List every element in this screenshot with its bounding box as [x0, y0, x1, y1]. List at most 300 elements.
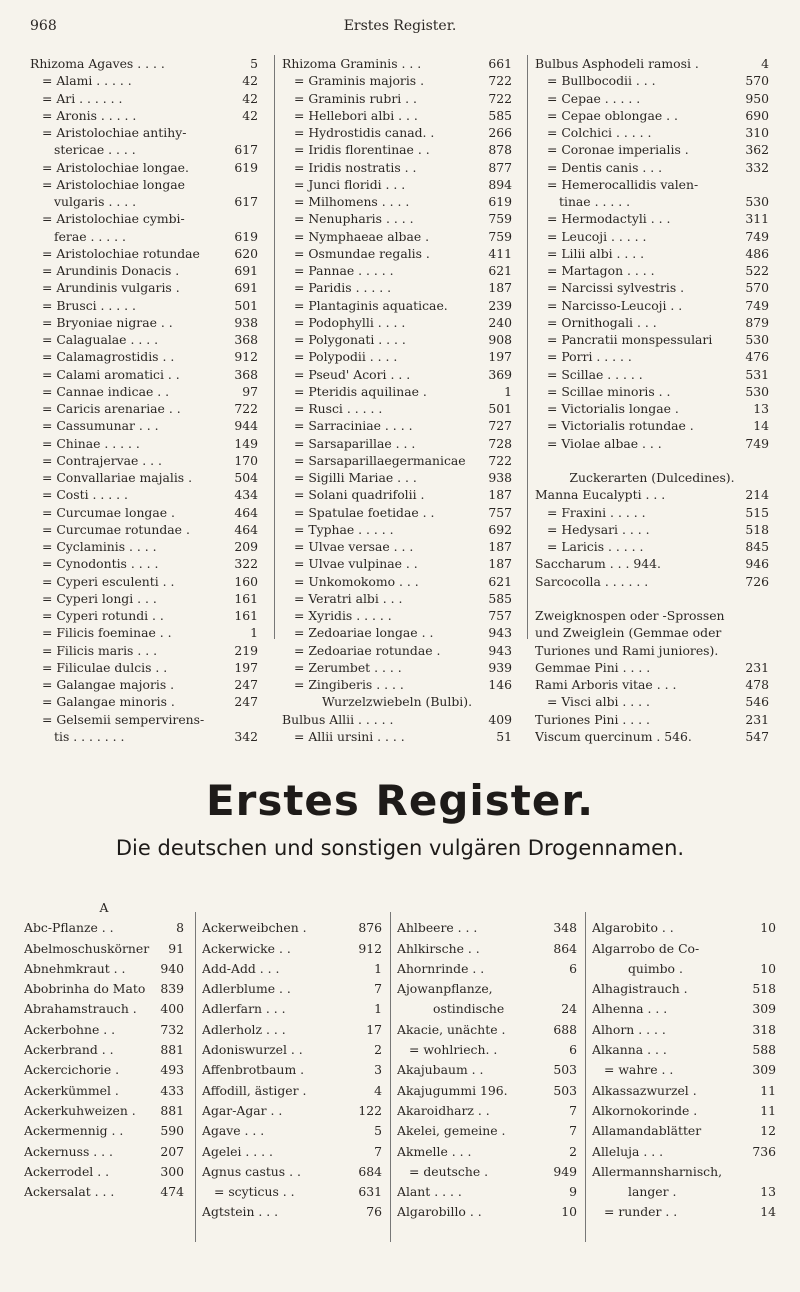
entry-page-ref: 684 — [354, 1162, 382, 1182]
index-entry — [282, 521, 512, 538]
index-entry — [24, 1020, 184, 1040]
entry-term: Viscum quercinum . 546. — [535, 728, 692, 744]
column-divider — [527, 55, 528, 639]
index-entry — [282, 417, 512, 434]
entry-term: Adlerholz . . . — [202, 1021, 286, 1037]
index-entry — [282, 279, 512, 296]
index-entry — [535, 72, 769, 89]
entry-page-ref: 621 — [484, 262, 512, 279]
index-entry — [30, 297, 258, 314]
entry-page-ref: 620 — [230, 245, 258, 262]
entry-page-ref: 943 — [484, 624, 512, 641]
section-heading-text: Wurzelzwiebeln (Bulbi). — [321, 694, 473, 710]
entry-page-ref: 362 — [741, 141, 769, 158]
index-entry — [535, 676, 769, 693]
index-entry — [202, 1081, 382, 1101]
entry-term: = Narcissi sylvestris . — [547, 280, 685, 296]
entry-page-ref: 944 — [230, 417, 258, 434]
entry-page-ref: 757 — [484, 504, 512, 521]
entry-page-ref: 759 — [484, 210, 512, 227]
entry-term: Adlerblume . . — [202, 981, 291, 997]
vernacular-column-2 — [202, 898, 382, 1223]
entry-page-ref: 938 — [230, 314, 258, 331]
entry-term: Abrahamstrauch . — [24, 1001, 137, 1017]
index-entry — [592, 1142, 776, 1162]
entry-term: = Scillae minoris . . — [547, 383, 671, 399]
index-entry — [24, 918, 184, 938]
index-entry — [282, 400, 512, 417]
index-entry — [30, 486, 258, 503]
entry-page-ref: 518 — [748, 979, 776, 999]
entry-term: = Gelsemii sempervirens- — [42, 711, 205, 727]
entry-term: = Filiculae dulcis . . — [42, 659, 168, 675]
index-entry — [30, 124, 258, 141]
entry-page-ref: 42 — [238, 107, 258, 124]
entry-page-ref: 726 — [741, 573, 769, 590]
entry-term: = Narcisso-Leucoji . . — [547, 297, 683, 313]
index-entry — [535, 383, 769, 400]
entry-term: = Cepae . . . . . — [547, 90, 641, 106]
entry-term: = Pannae . . . . . — [294, 263, 394, 278]
index-entry — [202, 1202, 382, 1222]
entry-page-ref: 878 — [484, 141, 512, 158]
entry-term: = Calagualae . . . . — [42, 332, 159, 347]
entry-page-ref: 161 — [230, 590, 258, 607]
index-entry — [202, 1040, 382, 1060]
index-entry — [535, 417, 769, 434]
entry-term: = Galangae majoris . — [42, 677, 175, 692]
entry-page-ref: 749 — [741, 297, 769, 314]
entry-page-ref: 10 — [557, 1202, 577, 1222]
entry-term: Alhenna . . . — [592, 1001, 668, 1017]
entry-term: Ackersalat . . . — [24, 1184, 115, 1200]
index-column-3 — [535, 55, 769, 745]
entry-term: = Sarsaparillae . . . — [294, 435, 416, 451]
entry-term: langer . — [628, 1184, 677, 1200]
index-entry — [282, 176, 512, 193]
entry-term: = Pteridis aquilinae . — [294, 383, 427, 399]
entry-term: Alhorn . . . . — [592, 1021, 666, 1037]
entry-term: Ackercichorie . — [24, 1062, 120, 1078]
entry-page-ref: 4 — [757, 55, 769, 72]
entry-term: Ahlkirsche . . — [397, 940, 480, 956]
entry-page-ref: 6 — [565, 1040, 577, 1060]
index-entry — [397, 1182, 577, 1202]
entry-term: = wohlriech. . — [409, 1042, 498, 1058]
index-entry — [592, 1081, 776, 1101]
entry-term: = Hedysari . . . . — [547, 521, 650, 537]
index-entry — [202, 939, 382, 959]
index-entry — [535, 245, 769, 262]
index-entry — [535, 193, 769, 210]
entry-term: = Visci albi . . . . — [547, 694, 650, 710]
entry-page-ref: 503 — [549, 1060, 577, 1080]
entry-term: Ackerweibchen . — [202, 920, 307, 936]
index-entry — [397, 1040, 577, 1060]
entry-page-ref: 14 — [756, 1202, 776, 1222]
entry-term: Rhizoma Graminis . . . — [282, 56, 422, 71]
index-entry — [535, 486, 769, 503]
index-column-1 — [30, 55, 258, 745]
entry-page-ref: 161 — [230, 607, 258, 624]
entry-term: = Victorialis rotundae . — [547, 418, 694, 434]
entry-term: Algarobito . . — [592, 920, 674, 936]
entry-term: = Martagon . . . . — [547, 263, 655, 278]
index-entry — [282, 573, 512, 590]
entry-term: = Curcumae rotundae . — [42, 521, 190, 537]
entry-page-ref: 732 — [156, 1020, 184, 1040]
entry-term: = Hermodactyli . . . — [547, 211, 671, 227]
entry-page-ref: 881 — [156, 1101, 184, 1121]
entry-page-ref: 691 — [230, 279, 258, 296]
entry-page-ref: 197 — [484, 348, 512, 365]
index-entry — [30, 538, 258, 555]
entry-page-ref: 547 — [741, 728, 769, 745]
entry-term: = Arundinis vulgaris . — [42, 280, 180, 296]
section-heading — [24, 898, 184, 918]
index-entry — [282, 331, 512, 348]
entry-page-ref: 368 — [230, 331, 258, 348]
entry-page-ref: 1 — [246, 624, 258, 641]
index-entry — [282, 262, 512, 279]
entry-page-ref: 946 — [741, 555, 769, 572]
entry-term: Ajowanpflanze, — [397, 981, 493, 997]
entry-page-ref: 588 — [748, 1040, 776, 1060]
entry-term: = Curcumae longae . — [42, 504, 175, 520]
index-entry — [397, 999, 577, 1019]
index-entry — [30, 624, 258, 641]
index-entry — [592, 1060, 776, 1080]
index-entry — [24, 1040, 184, 1060]
index-entry — [592, 959, 776, 979]
entry-term: = Scillae . . . . . — [547, 366, 643, 382]
entry-term: = Fraxini . . . . . — [547, 504, 646, 520]
entry-page-ref: 590 — [156, 1121, 184, 1141]
entry-term: = Pancratii monspessulari — [547, 332, 713, 347]
entry-page-ref: 727 — [484, 417, 512, 434]
entry-term: Alkassazwurzel . — [592, 1082, 697, 1098]
entry-term: Alleluja . . . — [592, 1143, 664, 1159]
index-entry — [282, 469, 512, 486]
entry-term: Adlerfarn . . . — [202, 1001, 286, 1017]
index-entry — [282, 590, 512, 607]
entry-page-ref: 879 — [741, 314, 769, 331]
entry-page-ref: 434 — [230, 486, 258, 503]
blank-line — [535, 590, 769, 607]
section-heading-text: Zuckerarten (Dulcedines). — [569, 470, 735, 485]
entry-term: Saccharum . . . 944. — [535, 556, 661, 572]
index-entry — [282, 124, 512, 141]
entry-term: = Zedoariae rotundae . — [294, 642, 441, 658]
index-entry — [30, 555, 258, 572]
entry-term: Gemmae Pini . . . . — [535, 659, 651, 675]
entry-term: = Solani quadrifolii . — [294, 487, 425, 503]
entry-page-ref: 661 — [484, 55, 512, 72]
entry-term: = Iridis florentinae . . — [294, 142, 430, 158]
index-entry — [30, 659, 258, 676]
column-divider — [390, 912, 391, 1242]
entry-page-ref: 949 — [549, 1162, 577, 1182]
index-entry — [535, 176, 769, 193]
index-entry — [535, 228, 769, 245]
index-entry — [282, 55, 512, 72]
entry-term: Akajubaum . . — [397, 1062, 484, 1078]
entry-term: Rhizoma Agaves . . . . — [30, 56, 165, 71]
entry-page-ref: 409 — [484, 711, 512, 728]
index-entry — [282, 642, 512, 659]
entry-page-ref: 247 — [230, 693, 258, 710]
entry-page-ref: 197 — [230, 659, 258, 676]
entry-page-ref: 240 — [484, 314, 512, 331]
entry-term: = Ari . . . . . . — [42, 90, 123, 106]
entry-term: = Typhae . . . . . — [294, 521, 394, 537]
entry-page-ref: 570 — [741, 279, 769, 296]
index-entry — [592, 979, 776, 999]
index-entry — [535, 297, 769, 314]
entry-term: = Sarsaparillaegermanicae — [294, 452, 466, 468]
index-entry — [535, 141, 769, 158]
index-entry — [30, 383, 258, 400]
entry-page-ref: 400 — [156, 999, 184, 1019]
entry-page-ref: 13 — [749, 400, 769, 417]
running-title: Erstes Register. — [343, 18, 457, 34]
entry-page-ref: 91 — [164, 939, 184, 959]
entry-term: Ackerbrand . . — [24, 1042, 114, 1058]
entry-page-ref: 631 — [354, 1182, 382, 1202]
entry-term: = Nenupharis . . . . — [294, 211, 414, 227]
entry-page-ref: 845 — [741, 538, 769, 555]
index-entry — [397, 1142, 577, 1162]
entry-term: = Iridis nostratis . . — [294, 159, 417, 175]
entry-term: = Calamagrostidis . . — [42, 349, 175, 365]
index-entry — [535, 400, 769, 417]
entry-page-ref: 5 — [246, 55, 258, 72]
index-entry — [30, 245, 258, 262]
entry-page-ref: 501 — [484, 400, 512, 417]
entry-term: = Sigilli Mariae . . . — [294, 470, 417, 485]
index-entry — [535, 728, 769, 745]
entry-term: Ackerkümmel . — [24, 1082, 119, 1098]
index-entry — [535, 331, 769, 348]
entry-term: = Ornithogali . . . — [547, 314, 657, 330]
entry-page-ref: 122 — [354, 1101, 382, 1121]
entry-page-ref: 688 — [549, 1020, 577, 1040]
entry-term: Algarobillo . . — [397, 1204, 482, 1220]
index-entry — [397, 1101, 577, 1121]
entry-page-ref: 310 — [741, 124, 769, 141]
page-header — [0, 18, 800, 42]
entry-page-ref: 546 — [741, 693, 769, 710]
index-entry — [592, 1202, 776, 1222]
index-entry — [535, 711, 769, 728]
entry-page-ref: 187 — [484, 279, 512, 296]
entry-term: = Veratri albi . . . — [294, 590, 403, 606]
entry-term: Zweigknospen oder -Sprossen — [535, 608, 725, 623]
entry-term: Ackerbohne . . — [24, 1021, 116, 1037]
index-entry — [535, 210, 769, 227]
index-entry — [535, 348, 769, 365]
index-entry — [535, 573, 769, 590]
index-entry — [30, 452, 258, 469]
entry-term: = deutsche . — [409, 1163, 489, 1179]
entry-term: = Sarraciniae . . . . — [294, 418, 413, 434]
entry-term: = Galangae minoris . — [42, 694, 175, 710]
column-divider — [585, 912, 586, 1242]
entry-page-ref: 342 — [230, 728, 258, 745]
entry-term: = scyticus . . — [214, 1184, 295, 1200]
column-divider — [274, 55, 275, 639]
index-entry — [30, 642, 258, 659]
entry-term: = Cassumunar . . . — [42, 418, 159, 434]
index-entry — [282, 72, 512, 89]
index-entry — [535, 314, 769, 331]
index-entry — [535, 504, 769, 521]
index-entry — [397, 1081, 577, 1101]
entry-page-ref: 13 — [756, 1182, 776, 1202]
entry-term: = Lilii albi . . . . — [547, 245, 645, 261]
index-entry — [282, 607, 512, 624]
entry-page-ref: 522 — [741, 262, 769, 279]
entry-term: = Osmundae regalis . — [294, 245, 430, 261]
entry-page-ref: 757 — [484, 607, 512, 624]
entry-term: Akmelle . . . — [397, 1143, 472, 1159]
entry-term: tinae . . . . . — [559, 194, 631, 209]
entry-term: Agtstein . . . — [202, 1204, 279, 1220]
entry-term: = Spatulae foetidae . . — [294, 504, 435, 520]
index-entry — [397, 1202, 577, 1222]
entry-page-ref: 759 — [484, 228, 512, 245]
blank-line — [202, 898, 382, 918]
entry-term: Alant . . . . — [397, 1184, 462, 1200]
entry-term: Abelmoschuskörner — [24, 940, 150, 956]
index-entry — [24, 1182, 184, 1202]
entry-page-ref: 2 — [565, 1142, 577, 1162]
entry-page-ref: 309 — [748, 1060, 776, 1080]
vernacular-column-1 — [24, 898, 184, 1202]
entry-term: = Caricis arenariae . . — [42, 401, 181, 416]
index-entry — [202, 1101, 382, 1121]
index-entry — [30, 72, 258, 89]
entry-term: = Allii ursini . . . . — [294, 728, 405, 744]
entry-page-ref: 2 — [370, 1040, 382, 1060]
entry-page-ref: 209 — [230, 538, 258, 555]
index-entry — [592, 918, 776, 938]
entry-page-ref: 530 — [741, 383, 769, 400]
entry-page-ref: 464 — [230, 504, 258, 521]
entry-term: = Porri . . . . . — [547, 349, 632, 365]
entry-page-ref: 368 — [230, 366, 258, 383]
entry-page-ref: 9 — [565, 1182, 577, 1202]
entry-page-ref: 518 — [741, 521, 769, 538]
blank-line — [397, 898, 577, 918]
index-entry — [202, 1142, 382, 1162]
index-entry — [535, 107, 769, 124]
entry-term: = Unkomokomo . . . — [294, 573, 419, 589]
entry-term: = wahre . . — [604, 1062, 674, 1078]
entry-page-ref: 348 — [549, 918, 577, 938]
index-entry — [24, 1162, 184, 1182]
entry-page-ref: 187 — [484, 486, 512, 503]
entry-page-ref: 3 — [370, 1060, 382, 1080]
entry-page-ref: 908 — [484, 331, 512, 348]
entry-term: = Filicis maris . . . — [42, 642, 158, 658]
index-entry — [30, 676, 258, 693]
index-entry — [535, 555, 769, 572]
index-entry — [592, 1101, 776, 1121]
entry-page-ref: 585 — [484, 590, 512, 607]
entry-term: Ackerrodel . . — [24, 1163, 110, 1179]
entry-page-ref: 311 — [741, 210, 769, 227]
entry-page-ref: 17 — [362, 1020, 382, 1040]
entry-page-ref: 239 — [484, 297, 512, 314]
entry-term: = Cepae oblongae . . — [547, 107, 678, 123]
index-entry — [282, 348, 512, 365]
section-heading — [535, 469, 769, 486]
index-entry — [282, 383, 512, 400]
entry-page-ref: 10 — [756, 918, 776, 938]
entry-term: Turiones und Rami juniores). — [535, 642, 719, 658]
entry-page-ref: 6 — [565, 959, 577, 979]
entry-page-ref: 515 — [741, 504, 769, 521]
index-entry — [30, 711, 258, 728]
vernacular-index — [24, 898, 779, 1258]
entry-page-ref: 722 — [484, 72, 512, 89]
entry-term: = Leucoji . . . . . — [547, 228, 647, 244]
entry-term: = Pseud' Acori . . . — [294, 366, 411, 382]
index-entry — [282, 90, 512, 107]
index-entry — [535, 55, 769, 72]
entry-page-ref: 411 — [484, 245, 512, 262]
entry-term: = Cynodontis . . . . — [42, 556, 159, 572]
entry-page-ref: 369 — [484, 366, 512, 383]
entry-page-ref: 864 — [549, 939, 577, 959]
index-entry — [30, 90, 258, 107]
index-entry — [397, 1060, 577, 1080]
entry-term: = Colchici . . . . . — [547, 125, 652, 140]
entry-page-ref: 486 — [741, 245, 769, 262]
entry-page-ref: 187 — [484, 555, 512, 572]
entry-page-ref: 10 — [756, 959, 776, 979]
entry-term: Agave . . . — [202, 1123, 265, 1139]
index-entry — [30, 193, 258, 210]
entry-term: = Brusci . . . . . — [42, 297, 136, 313]
entry-page-ref: 42 — [238, 90, 258, 107]
index-entry — [535, 90, 769, 107]
entry-term: Akaroidharz . . — [397, 1102, 490, 1118]
entry-term: Ahlbeere . . . — [397, 920, 478, 936]
entry-term: = Aristolochiae longae — [42, 176, 185, 192]
entry-page-ref: 231 — [741, 659, 769, 676]
entry-term: Akelei, gemeine . — [397, 1123, 506, 1139]
index-entry — [30, 469, 258, 486]
entry-term: Add-Add . . . — [202, 960, 280, 976]
index-entry — [24, 999, 184, 1019]
index-entry — [30, 607, 258, 624]
entry-term: Alkornokorinde . — [592, 1102, 698, 1118]
entry-page-ref: 690 — [741, 107, 769, 124]
entry-page-ref: 14 — [749, 417, 769, 434]
index-entry — [592, 999, 776, 1019]
entry-page-ref: 214 — [741, 486, 769, 503]
entry-term: = Rusci . . . . . — [294, 401, 383, 416]
entry-page-ref: 97 — [238, 383, 258, 400]
index-entry — [592, 1121, 776, 1141]
entry-term: = Laricis . . . . . — [547, 539, 644, 554]
entry-term: = Aristolochiae rotundae — [42, 245, 200, 261]
entry-page-ref: 621 — [484, 573, 512, 590]
index-entry — [202, 1020, 382, 1040]
index-entry — [282, 659, 512, 676]
